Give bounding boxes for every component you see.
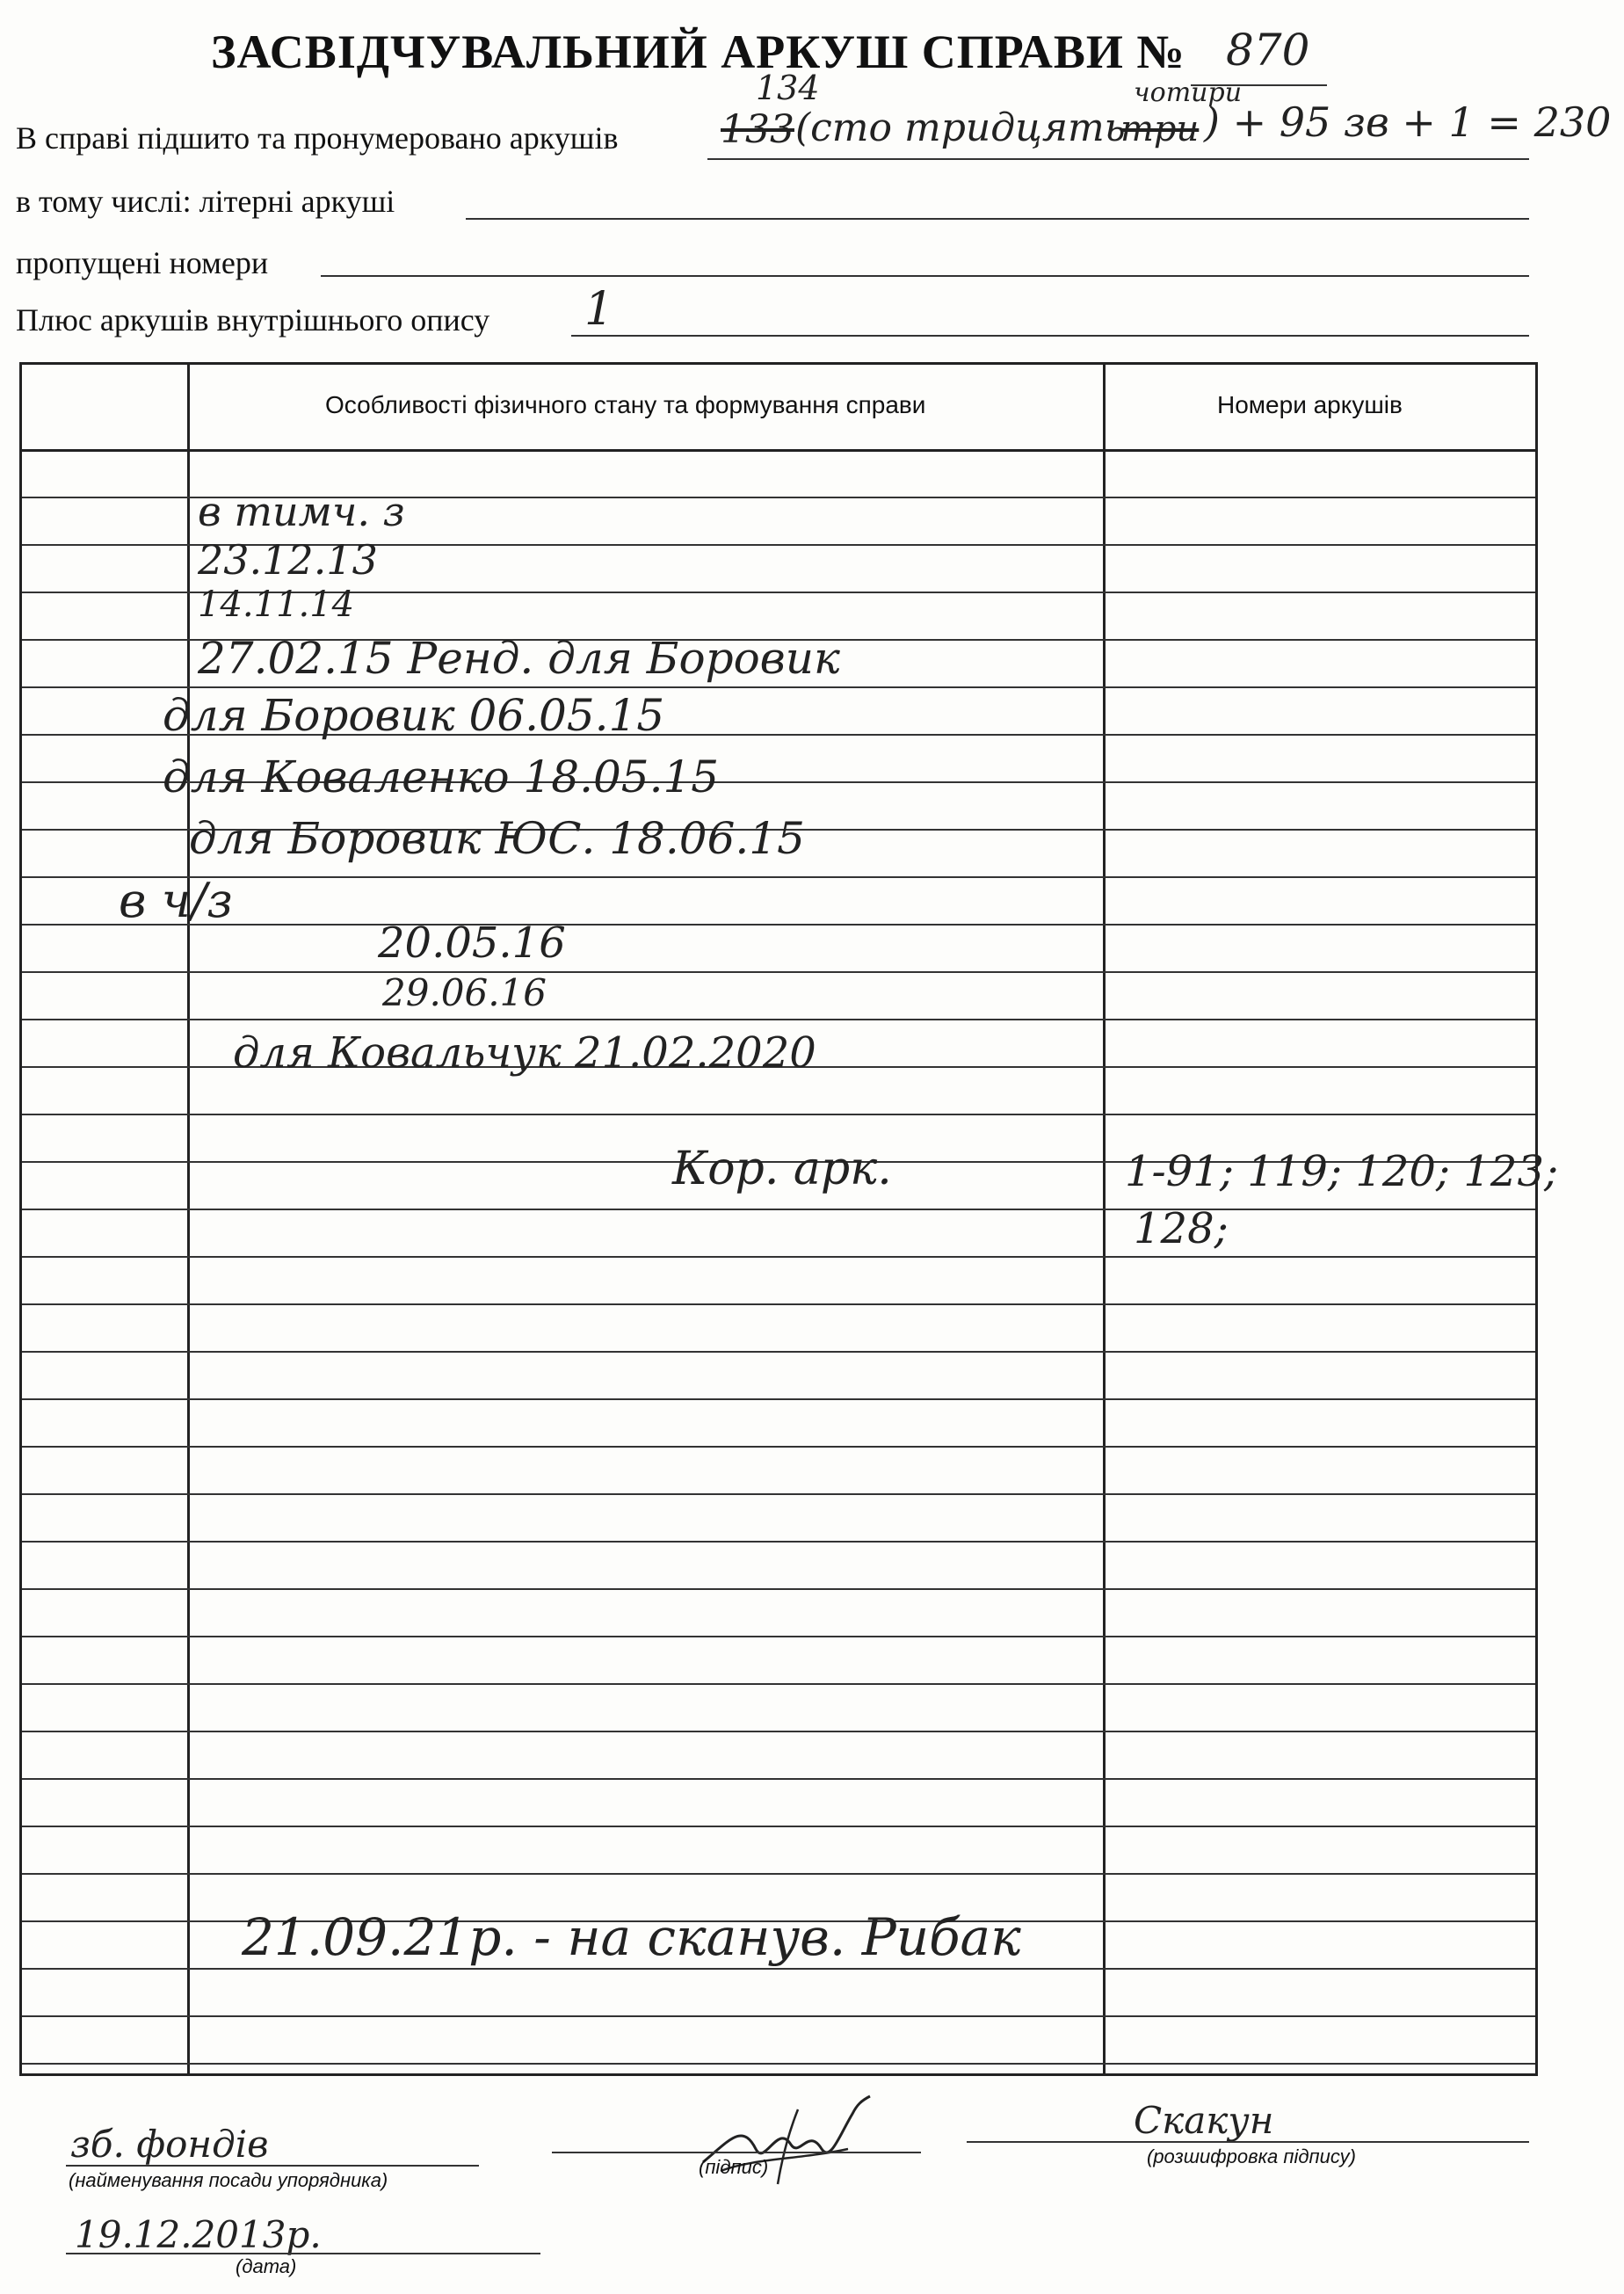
sheet-numbers-line-2: 128; [1134,1204,1229,1253]
sheets-words-top: чотири [1134,77,1243,108]
sheets-value-struck: 133 [721,107,794,152]
table-row-line [22,2063,1535,2065]
sheet-numbers-column-header: Номери аркушів [1217,391,1403,418]
inner-inventory-label: Плюс аркушів внутрішнього опису [16,302,490,338]
decoding-line [967,2141,1529,2143]
sheets-label: В справі підшито та пронумеровано аркушів [16,120,619,156]
missing-numbers-line [321,275,1529,277]
table-row-line [22,1019,1535,1020]
entry-row: 14.11.14 [198,584,355,625]
sheets-line [707,158,1529,160]
position-caption: (найменування посади упорядника) [69,2169,388,2191]
table-row-line [22,1256,1535,1258]
decoding-caption: (розшифровка підпису) [1147,2145,1356,2167]
inner-inventory-value: 1 [584,283,614,336]
table-row-line [22,2015,1535,2017]
case-table [19,362,1559,2076]
letter-sheets-line [466,218,1529,220]
entry-row: в ч/з [119,873,233,928]
features-column-header: Особливості фізичного стану та формування справи [325,391,926,418]
signature-caption: (підпис) [699,2156,769,2178]
table-row-line [22,686,1535,688]
table-row-line [22,971,1535,973]
entry-row: 23.12.13 [198,536,378,584]
table-row-line [22,449,1535,452]
col-divider-2 [1103,365,1106,2073]
sheets-value-struck-word: три [1120,109,1200,149]
date-caption: (дата) [236,2255,297,2277]
entry-row: 29.06.16 [382,971,547,1014]
table-row-line [22,1493,1535,1495]
table-row-line [22,1446,1535,1448]
entry-row: для Боровик ЮС. 18.06.15 [189,813,805,864]
entry-row: для Боровик 06.05.15 [163,690,665,741]
table-row-line [22,1968,1535,1970]
table-row-line [22,1778,1535,1780]
page-title: ЗАСВІДЧУВАЛЬНИЙ АРКУШ СПРАВИ № [211,25,1185,78]
entry-row: в тимч. з [198,488,405,535]
position-value: зб. фондів [70,2123,269,2166]
table-row-line [22,1636,1535,1637]
sheets-value-tail: ) + 95 зв + 1 = 230 [1204,98,1612,146]
decoding-value: Скакун [1134,2099,1274,2142]
entry-row: для Коваленко 18.05.15 [163,751,720,802]
table-row-line [22,1351,1535,1353]
table-row-line [22,1209,1535,1210]
table-row-line [22,1873,1535,1875]
table-row-line [22,924,1535,926]
date-line [66,2253,540,2254]
table-row-line [22,1588,1535,1590]
entry-row: Кор. арк. [672,1143,892,1195]
letter-sheets-label: в тому числі: літерні аркуші [16,184,395,219]
entry-row: 27.02.15 Ренд. для Боровик [198,633,840,684]
position-line [66,2165,479,2167]
inner-inventory-line [571,335,1529,337]
table-row-line [22,1826,1535,1827]
table-row-line [22,1683,1535,1685]
table-row-line [22,1114,1535,1115]
signature-line [552,2152,921,2153]
date-value: 19.12.2013р. [75,2213,322,2256]
table-row-line [22,1398,1535,1400]
sheets-correction-top: 134 [756,69,820,107]
col-divider-1 [187,365,190,2073]
case-number: 870 [1226,25,1310,76]
sheet-numbers-line-1: 1-91; 119; 120; 123; [1125,1147,1559,1196]
missing-numbers-label: пропущені номери [16,245,269,280]
entry-row: для Ковальчук 21.02.2020 [233,1028,816,1078]
sheets-value: (сто тридцять [795,105,1126,150]
entry-row: 21.09.21р. - на сканув. Рибак [242,1907,1021,1967]
entry-row: 20.05.16 [378,918,566,968]
table-row-line [22,1731,1535,1732]
table-row-line [22,1541,1535,1543]
table-row-line [22,876,1535,878]
table-row-line [22,1303,1535,1305]
